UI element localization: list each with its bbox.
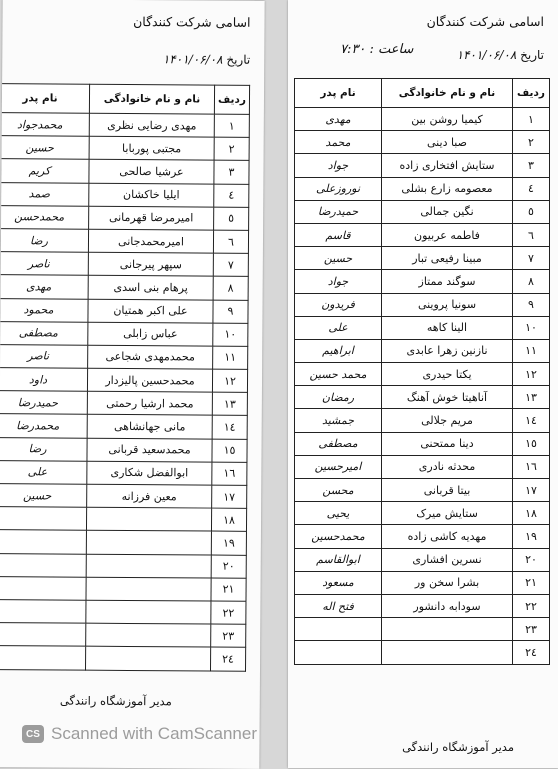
father-name-cell: جمشید xyxy=(295,409,382,432)
row-number-cell: ۹ xyxy=(213,300,248,323)
table-row xyxy=(0,437,247,462)
table-row xyxy=(295,108,550,131)
full-name-cell: مریم جلالی xyxy=(382,409,513,432)
full-name-cell: مجتبی پوربابا xyxy=(89,136,214,160)
row-number-cell: ۲۱ xyxy=(211,578,246,601)
table-row xyxy=(0,460,247,485)
father-name-cell: جواد xyxy=(295,270,382,293)
column-header-father-name: نام پدر xyxy=(0,84,90,114)
table-body xyxy=(295,108,550,665)
full-name-cell xyxy=(86,623,211,647)
table-row xyxy=(295,131,550,154)
table-row xyxy=(0,205,249,230)
table-row xyxy=(0,252,248,277)
row-number-cell: ۱۱ xyxy=(213,346,248,369)
row-number-cell: ۱۹ xyxy=(513,525,550,548)
sheet-title: اسامی شرکت کنندگان xyxy=(133,14,251,30)
table-row xyxy=(0,321,248,346)
father-name-cell: رضا xyxy=(0,228,89,252)
row-number-cell: ۱٥ xyxy=(513,432,550,455)
time-label: ساعت : xyxy=(369,42,414,57)
full-name-cell: سپهر پیرجانی xyxy=(88,252,213,276)
full-name-cell: سودابه دانشور xyxy=(382,594,513,617)
table-row xyxy=(295,154,550,177)
full-name-cell: معصومه زارع بشلی xyxy=(382,177,513,200)
row-number-cell: ۲٤ xyxy=(513,641,550,664)
row-number-cell: ٤ xyxy=(214,184,249,207)
row-number-cell: ۳ xyxy=(214,160,249,183)
row-number-cell: ٥ xyxy=(513,200,550,223)
full-name-cell: مبینا رفیعی تبار xyxy=(382,247,513,270)
father-name-cell: محمدحسن xyxy=(0,205,89,229)
table-row xyxy=(0,344,248,369)
row-number-cell: ۱٥ xyxy=(212,439,247,462)
father-name-cell: ناصر xyxy=(0,252,88,276)
table-row xyxy=(295,409,550,432)
row-number-cell: ٦ xyxy=(513,223,550,246)
row-number-cell: ۸ xyxy=(213,276,248,299)
full-name-cell: صبا دینی xyxy=(382,131,513,154)
father-name-cell: علی xyxy=(295,316,382,339)
full-name-cell xyxy=(86,647,211,671)
full-name-cell xyxy=(86,531,211,555)
row-number-cell: ۲۰ xyxy=(513,548,550,571)
table-row xyxy=(0,275,248,300)
table-row xyxy=(0,623,246,648)
column-header-father-name: نام پدر xyxy=(295,79,382,108)
participants-table xyxy=(0,83,250,671)
father-name-cell: مصطفی xyxy=(0,321,88,345)
row-number-cell: ۱۸ xyxy=(513,502,550,525)
table-row xyxy=(295,177,550,200)
row-number-cell: ۱٤ xyxy=(212,416,247,439)
row-number-cell: ۱۳ xyxy=(212,392,247,415)
watermark-text: Scanned with CamScanner xyxy=(51,724,258,743)
father-name-cell: داود xyxy=(0,368,88,392)
table-row xyxy=(295,548,550,571)
father-name-cell: فریدون xyxy=(295,293,382,316)
full-name-cell: بیتا قربانی xyxy=(382,479,513,502)
father-name-cell: صمد xyxy=(0,182,89,206)
time-value: ۷:۳۰ xyxy=(340,42,366,57)
full-name-cell: امیرمرضا قهرمانی xyxy=(89,206,214,230)
father-name-cell: محمدجواد xyxy=(0,113,89,137)
left-sheet xyxy=(0,0,265,769)
father-name-cell: علی xyxy=(0,460,87,484)
table-row xyxy=(295,293,550,316)
full-name-cell: نسرین افشاری xyxy=(382,548,513,571)
full-name-cell: مهدیه کاشی زاده xyxy=(382,525,513,548)
table-header-row xyxy=(0,84,250,115)
footer-signature: مدیر آموزشگاه رانندگی xyxy=(402,740,514,754)
right-sheet xyxy=(288,0,558,768)
table-row xyxy=(295,571,550,594)
row-number-cell: ۲۳ xyxy=(513,618,550,641)
full-name-cell xyxy=(382,618,513,641)
row-number-cell: ٦ xyxy=(213,230,248,253)
row-number-cell: ۱۳ xyxy=(513,386,550,409)
father-name-cell: حمیدرضا xyxy=(0,391,87,415)
table-row xyxy=(0,530,246,555)
table-row xyxy=(0,576,246,601)
father-name-cell: ابوالقاسم xyxy=(295,548,382,571)
father-name-cell: جواد xyxy=(295,154,382,177)
table-row xyxy=(295,339,550,362)
full-name-cell: دینا ممتحنی xyxy=(382,432,513,455)
full-name-cell: آناهیتا خوش آهنگ xyxy=(382,386,513,409)
full-name-cell: ستایش میرک xyxy=(382,502,513,525)
row-number-cell: ٥ xyxy=(214,207,249,230)
row-number-cell: ۹ xyxy=(513,293,550,316)
row-number-cell: ۲٤ xyxy=(211,647,246,670)
father-name-cell: امیرحسین xyxy=(295,455,382,478)
row-number-cell: ۲۲ xyxy=(211,601,246,624)
full-name-cell: علی اکبر همتیان xyxy=(88,299,213,323)
table-row xyxy=(295,479,550,502)
date-line xyxy=(153,52,250,67)
table-row xyxy=(0,599,246,624)
table-row xyxy=(295,223,550,246)
table-row xyxy=(0,484,247,509)
father-name-cell: حمیدرضا xyxy=(295,200,382,223)
row-number-cell: ۲۱ xyxy=(513,571,550,594)
full-name-cell: محدثه نادری xyxy=(382,455,513,478)
table-row xyxy=(0,298,248,323)
full-name-cell: پرهام بنی اسدی xyxy=(88,276,213,300)
table-row xyxy=(0,136,249,161)
father-name-cell: محمد xyxy=(295,131,382,154)
time-line xyxy=(340,42,413,57)
table-row xyxy=(0,228,249,253)
full-name-cell: محمدحسین پالیزدار xyxy=(87,368,212,392)
full-name-cell: محمدمهدی شجاعی xyxy=(88,345,213,369)
table-row xyxy=(295,270,550,293)
full-name-cell: معین فرزانه xyxy=(87,484,212,508)
row-number-cell: ۱٦ xyxy=(212,462,247,485)
father-name-cell: قاسم xyxy=(295,223,382,246)
full-name-cell: ایلیا خاکشان xyxy=(89,183,214,207)
full-name-cell: امیرمحمدجانی xyxy=(88,229,213,253)
row-number-cell: ۳ xyxy=(513,154,550,177)
table-row xyxy=(295,525,550,548)
date-value: ۱۴۰۱/۰۶/۰۸ xyxy=(456,48,517,62)
full-name-cell xyxy=(86,507,211,531)
full-name-cell: عباس زابلی xyxy=(88,322,213,346)
father-name-cell xyxy=(0,623,86,647)
father-name-cell xyxy=(0,553,86,577)
father-name-cell: حسین xyxy=(0,484,87,508)
row-number-cell: ۲۰ xyxy=(211,555,246,578)
sheet-title: اسامی شرکت کنندگان xyxy=(426,14,544,29)
father-name-cell: محسن xyxy=(295,479,382,502)
full-name-cell: فاطمه عربیون xyxy=(382,223,513,246)
table-row xyxy=(0,391,247,416)
father-name-cell: محمود xyxy=(0,298,88,322)
row-number-cell: ۱۲ xyxy=(212,369,247,392)
table-row xyxy=(295,432,550,455)
full-name-cell xyxy=(86,577,211,601)
father-name-cell xyxy=(295,641,382,664)
row-number-cell: ۱۰ xyxy=(513,316,550,339)
date-label: تاریخ xyxy=(226,52,251,67)
date-label: تاریخ xyxy=(520,48,544,62)
father-name-cell: حسین xyxy=(0,136,89,160)
full-name-cell: سونیا پروینی xyxy=(382,293,513,316)
camscanner-watermark xyxy=(22,724,257,744)
row-number-cell: ۱۱ xyxy=(513,339,550,362)
father-name-cell: حسین xyxy=(295,247,382,270)
table-row xyxy=(295,247,550,270)
full-name-cell: یکتا حیدری xyxy=(382,363,513,386)
father-name-cell: رضا xyxy=(0,437,87,461)
full-name-cell: مهدی رضایی نظری xyxy=(89,113,214,137)
footer-signature: مدیر آموزشگاه رانندگی xyxy=(59,693,172,709)
table-row xyxy=(0,182,249,207)
row-number-cell: ۲ xyxy=(513,131,550,154)
row-number-cell: ۱۷ xyxy=(513,479,550,502)
full-name-cell: نازنین زهرا عابدی xyxy=(382,339,513,362)
row-number-cell: ۲ xyxy=(214,137,249,160)
column-header-full-name: نام و نام خانوادگی xyxy=(89,84,214,114)
table-row xyxy=(0,368,248,393)
father-name-cell: مسعود xyxy=(295,571,382,594)
table-row xyxy=(295,200,550,223)
father-name-cell xyxy=(0,646,86,670)
table-row xyxy=(295,594,550,617)
row-number-cell: ۲۳ xyxy=(211,624,246,647)
father-name-cell: محمدحسین xyxy=(295,525,382,548)
full-name-cell: الینا کاهه xyxy=(382,316,513,339)
father-name-cell: مصطفی xyxy=(295,432,382,455)
table-row xyxy=(295,363,550,386)
father-name-cell: رمضان xyxy=(295,386,382,409)
row-number-cell: ۱ xyxy=(214,114,249,137)
table-row xyxy=(0,553,246,578)
table-row xyxy=(295,455,550,478)
full-name-cell: محمد ارشیا رحمتی xyxy=(87,391,212,415)
row-number-cell: ۱۲ xyxy=(513,363,550,386)
column-header-row-no: ردیف xyxy=(513,79,550,108)
father-name-cell: محمد حسین xyxy=(295,363,382,386)
row-number-cell: ۱۹ xyxy=(211,531,246,554)
date-value: ۱۴۰۱/۰۶/۰۸ xyxy=(162,52,223,67)
full-name-cell: محمدسعید قربانی xyxy=(87,438,212,462)
table-row xyxy=(0,414,247,439)
row-number-cell: ۸ xyxy=(513,270,550,293)
camscanner-logo-icon: CS xyxy=(22,725,44,743)
table-row xyxy=(295,316,550,339)
column-header-full-name: نام و نام خانوادگی xyxy=(382,79,513,108)
father-name-cell: ابراهیم xyxy=(295,339,382,362)
row-number-cell: ٤ xyxy=(513,177,550,200)
full-name-cell: ستایش افتخاری زاده xyxy=(382,154,513,177)
father-name-cell: مهدی xyxy=(295,108,382,131)
full-name-cell xyxy=(86,554,211,578)
father-name-cell: کریم xyxy=(0,159,89,183)
full-name-cell xyxy=(382,641,513,664)
full-name-cell: ابوالفضل شکاری xyxy=(87,461,212,485)
table-row xyxy=(0,646,246,671)
father-name-cell: نوروزعلی xyxy=(295,177,382,200)
table-body xyxy=(0,113,249,671)
column-header-row-no: ردیف xyxy=(214,85,249,114)
row-number-cell: ۱٦ xyxy=(513,455,550,478)
full-name-cell: نگین جمالی xyxy=(382,200,513,223)
father-name-cell xyxy=(0,576,86,600)
row-number-cell: ۲۲ xyxy=(513,594,550,617)
row-number-cell: ۱۸ xyxy=(211,508,246,531)
full-name-cell: عرشیا صالحی xyxy=(89,160,214,184)
date-line xyxy=(447,48,544,62)
table-row xyxy=(0,159,249,184)
full-name-cell: مانی جهانشاهی xyxy=(87,415,212,439)
full-name-cell: کیمیا روشن بین xyxy=(382,108,513,131)
table-row xyxy=(295,641,550,664)
father-name-cell xyxy=(0,530,86,554)
full-name-cell: بشرا سخن ور xyxy=(382,571,513,594)
table-header-row xyxy=(295,79,550,108)
table-row xyxy=(0,507,247,532)
row-number-cell: ۱٤ xyxy=(513,409,550,432)
row-number-cell: ۷ xyxy=(213,253,248,276)
table-row xyxy=(0,113,249,138)
father-name-cell: یحیی xyxy=(295,502,382,525)
row-number-cell: ۷ xyxy=(513,247,550,270)
full-name-cell xyxy=(86,600,211,624)
row-number-cell: ۱۷ xyxy=(212,485,247,508)
row-number-cell: ۱۰ xyxy=(213,323,248,346)
father-name-cell: مهدی xyxy=(0,275,88,299)
row-number-cell: ۱ xyxy=(513,108,550,131)
participants-table xyxy=(294,78,550,665)
table-row xyxy=(295,618,550,641)
father-name-cell: محمدرضا xyxy=(0,414,87,438)
father-name-cell: فتح اله xyxy=(295,594,382,617)
father-name-cell xyxy=(295,618,382,641)
father-name-cell xyxy=(0,599,86,623)
table-row xyxy=(295,502,550,525)
father-name-cell xyxy=(0,507,87,531)
table-row xyxy=(295,386,550,409)
father-name-cell: ناصر xyxy=(0,344,88,368)
full-name-cell: سوگند ممتاز xyxy=(382,270,513,293)
